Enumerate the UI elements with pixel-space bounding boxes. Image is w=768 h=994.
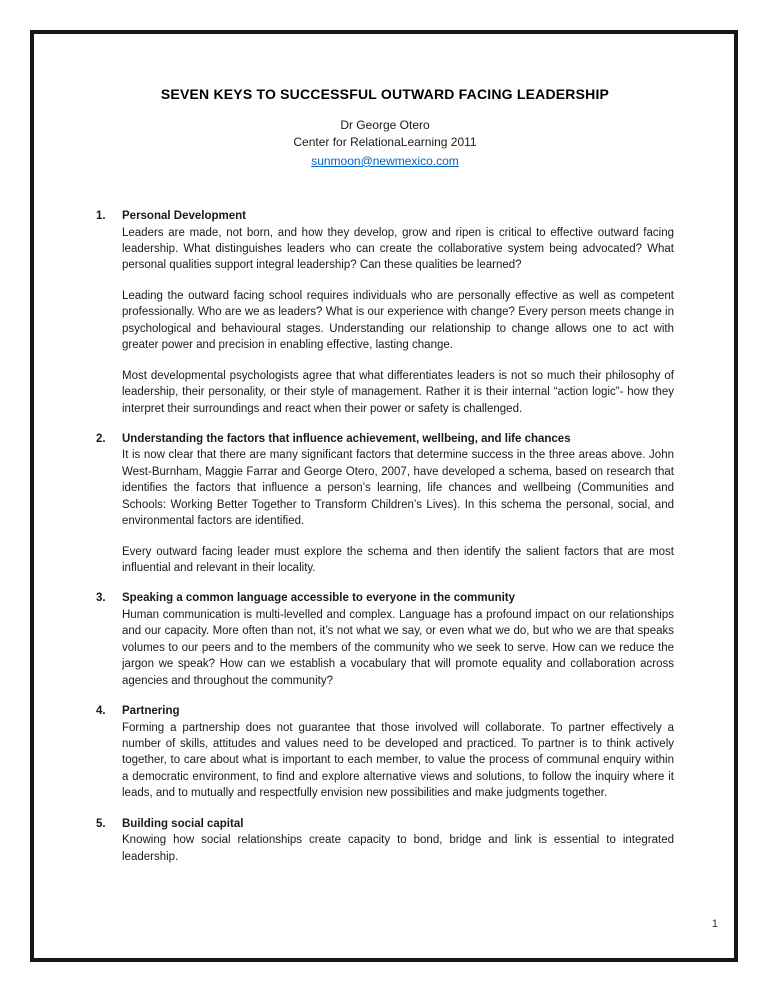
section-heading: Building social capital <box>122 817 244 830</box>
section-heading: Understanding the factors that influence achievement, wellbeing, and life chances <box>122 432 571 445</box>
section-paragraph: Every outward facing leader must explore the schema and then identify the salient factors that are most influential and relevant in their locality. <box>122 545 674 575</box>
section-number: 2. <box>96 432 106 445</box>
sections-list <box>96 208 674 865</box>
section <box>96 208 674 417</box>
email-line <box>96 153 674 170</box>
section-body <box>122 590 674 689</box>
email-link[interactable]: sunmoon@newmexico.com <box>311 153 459 168</box>
section-paragraph: Human communication is multi-levelled and complex. Language has a profound impact on our relationships and our capacity. More often than not, it’s not what we say, or even what we do, but who we are that speaks volumes to our peers and to the members of the community who we seek to serve. How can we reduce the jargon we speak? How can we establish a vocabulary that will promote equality and collaboration across agencies and throughout the community? <box>122 608 674 687</box>
section-number: 4. <box>96 705 106 718</box>
section-heading: Speaking a common language accessible to everyone in the community <box>122 592 516 605</box>
section-paragraph: Most developmental psychologists agree that what differentiates leaders is not so much their philosophy of leadership, their personality, or their style of management. Rather it is their internal “action logic”- how they interpret their surroundings and react when their power or safety is challenged. <box>122 369 674 415</box>
document-title: SEVEN KEYS TO SUCCESSFUL OUTWARD FACING LEADERSHIP <box>160 86 610 102</box>
byline <box>96 117 674 170</box>
section-body <box>122 816 674 865</box>
section <box>96 431 674 577</box>
document-page <box>30 30 738 962</box>
section-body <box>122 208 674 417</box>
organization-line: Center for RelationaLearning 2011 <box>293 135 477 150</box>
section-paragraph: Knowing how social relationships create capacity to bond, bridge and link is essential to integrated leadership. <box>122 834 674 863</box>
section-paragraph: It is now clear that there are many significant factors that determine success in the three areas above. John West-Burnham, Maggie Farrar and George Otero, 2007, have developed a schema, based on research that identifies the factors that influence a person’s learning, life chances and wellbeing (Communities and Schools: Working Better Together to Transform Children’s Lives). In this schema the personal, social, and environmental factors are identified. <box>122 449 674 528</box>
section-number: 3. <box>96 592 106 605</box>
section-body <box>122 431 674 577</box>
section-heading: Partnering <box>122 705 180 718</box>
section-heading: Personal Development <box>122 210 246 223</box>
section-paragraph: Leading the outward facing school requires individuals who are personally effective as well as competent professionally. Who are we as leaders? What is our experience with change? Every person meets change in psychological and behavioural stages. Understanding our relationship to change allows one to act with greater power and precision in enabling effective, lasting change. <box>122 289 674 352</box>
section-number: 5. <box>96 817 106 830</box>
section <box>96 703 674 802</box>
section-paragraph: Leaders are made, not born, and how they develop, grow and ripen is critical to effective outward facing leadership. What distinguishes leaders who can create the collaborative system being advocated? What personal qualities support integral leadership? Can these qualities be learned? <box>122 226 674 272</box>
section <box>96 590 674 689</box>
section-number: 1. <box>96 210 106 223</box>
section <box>96 816 674 865</box>
author-line: Dr George Otero <box>340 118 430 132</box>
section-body <box>122 703 674 802</box>
section-paragraph: Forming a partnership does not guarantee that those involved will collaborate. To partner effectively a number of skills, attitudes and values need to be developed and practiced. To partner is to think actively together, to care about what is important to each member, to value the process of communal enquiry within a democratic environment, to find and explore alternative views and solutions, to follow the inquiry where it leads, and to mutually and respectfully envision new possibilities and make judgments together. <box>122 721 674 800</box>
page-number: 1 <box>711 918 718 930</box>
